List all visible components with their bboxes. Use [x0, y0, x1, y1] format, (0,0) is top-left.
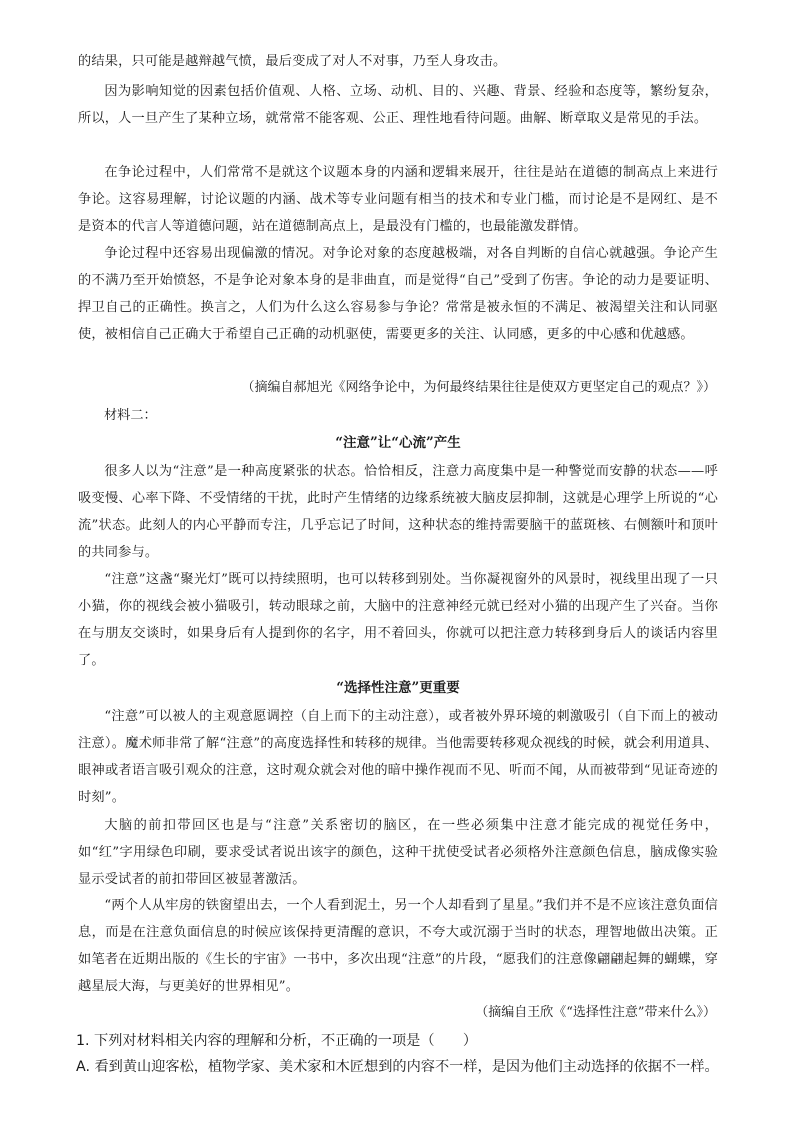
paragraph-attention-state: 很多人以为“注意”是一种高度紧张的状态。恰恰相反，注意力高度集中是一种警觉而安静的状态——呼吸变慢、心率下降、不受情绪的干扰，此时产生情绪的边缘系统被大脑皮层抑制，这就是心理学上所说的“心流”状态。此刻人的内心平静而专注，几乎忘记了时间，这种状态的维持需要脑干的蓝斑核、右侧额叶和顶叶的共同参与。 — [78, 464, 718, 560]
paragraph-extreme-debate: 争论过程中还容易出现偏激的情况。对争论对象的态度越极端，对各自判断的自信心就越强。争论产生的不满乃至开始愤怒，不是争论对象本身的是非曲直，而是觉得“自己”受到了伤害。争论的动力是要证明、捍卫自己的正确性。换言之，人们为什么这么容易参与争论？常常是被永恒的不满足、被渴望关注和认同驱使，被相信自己正确大于希望自己正确的动机驱使，需要更多的关注、认同感，更多的中心感和优越感。 — [78, 246, 718, 342]
question-option-a: A. 看到黄山迎客松，植物学家、美术家和木匠想到的内容不一样，是因为他们主动选择的依据不一样。 — [76, 1059, 719, 1075]
citation-material-two: （摘编自王欣《“选择性注意”带来什么》） — [475, 1005, 716, 1020]
material-two-label: 材料二： — [104, 408, 157, 423]
section-heading-flow: “注意”让“心流”产生 — [335, 435, 461, 451]
paragraph-anterior-cingulate: 大脑的前扣带回区也是与“注意”关系密切的脑区，在一些必须集中注意才能完成的视觉任务中，如“红”字用绿色印刷，要求受试者说出该字的颜色，这种干扰使受试者必须格外注意颜色信息，脑成像实验显示受试者的前扣带回区被显著激活。 — [78, 818, 718, 887]
paragraph-perception-factors: 因为影响知觉的因素包括价值观、人格、立场、动机、目的、兴趣、背景、经验和态度等，繁纷复杂，所以，人一旦产生了某种立场，就常常不能客观、公正、理性地看待问题。曲解、断章取义是常见的手法。 — [78, 84, 718, 126]
paragraph-stars: “两个人从牢房的铁窗望出去，一个人看到泥土，另一个人却看到了星星。”我们并不是不应该注意负面信息，而是在注意负面信息的时候应该保持更清醒的意识，不夸大或沉溺于当时的状态，理智地做出决策。正如笔者在近期出版的《生长的宇宙》一书中，多次出现“注意”的片段，“愿我们的注意像翩翩起舞的蝴蝶，穿越星辰大海，与更美好的世界相见”。 — [78, 898, 718, 994]
paragraph-moral-high-ground: 在争论过程中，人们常常不是就这个议题本身的内涵和逻辑来展开，往往是站在道德的制高点上来进行争论。这容易理解，讨论议题的内涵、战术等专业问题有相当的技术和专业门槛，而讨论是不是网红、是不是资本的代言人等道德问题，站在道德制高点上，是最没有门槛的，也最能激发群情。 — [78, 165, 718, 234]
question-stem: 1. 下列对材料相关内容的理解和分析，不正确的一项是（ ） — [76, 1033, 478, 1049]
paragraph-spotlight: “注意”这盏“聚光灯”既可以持续照明，也可以转移到别处。当你凝视窗外的风景时，视线里出现了一只小猫，你的视线会被小猫吸引，转动眼球之前，大脑中的注意神经元就已经对小猫的出现产生了兴奋。当你在与朋友交谈时，如果身后有人提到你的名字，用不着回头，你就可以把注意力转移到身后人的谈话内容里了。 — [78, 572, 718, 668]
section-heading-selective: “选择性注意”更重要 — [336, 680, 460, 696]
citation-material-one: （摘编自郝旭光《网络争论中，为何最终结果往往是使双方更坚定自己的观点？》） — [241, 380, 716, 395]
paragraph-magician: “注意”可以被人的主观意愿调控（自上而下的主动注意），或者被外界环境的刺激吸引（自下而上的被动注意）。魔术师非常了解“注意”的高度选择性和转移的规律。当他需要转移观众视线的时候，就会利用道具、眼神或者语言吸引观众的注意，这时观众就会对他的暗中操作视而不见、听而不闻，从而被带到“见证奇迹的时刻”。 — [78, 709, 718, 805]
paragraph-continued: 的结果，只可能是越辩越气愤，最后变成了对人不对事，乃至人身攻击。 — [78, 54, 507, 69]
